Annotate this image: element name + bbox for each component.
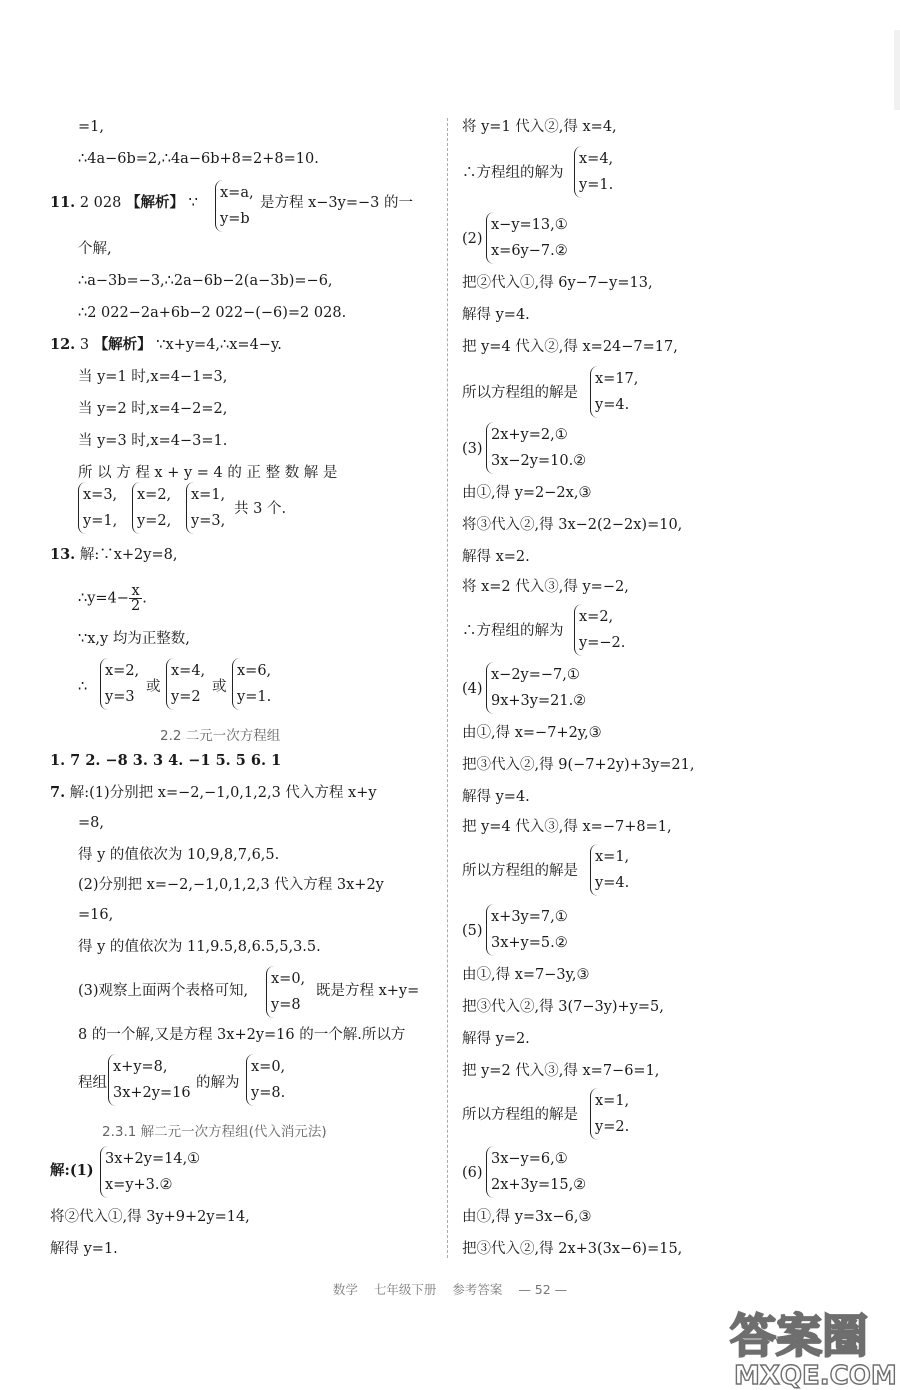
equation-system <box>132 482 171 534</box>
footer-grade: 七年级下册 <box>373 1282 437 1297</box>
equation-system <box>590 366 638 418</box>
equation: x=a, <box>220 185 254 201</box>
text-line: 把③代入②,得 9(−7+2y)+3y=21, <box>462 757 695 773</box>
part-label: (5) <box>462 923 483 939</box>
equation-system <box>486 904 568 956</box>
problem-number: 7. <box>50 784 66 801</box>
answer: 2 028 <box>79 195 122 211</box>
problem-7 <box>50 784 377 802</box>
text-line: 当 y=2 时,x=4−2=2, <box>78 401 228 417</box>
text-line: 把 y=4 代入③,得 x=−7+8=1, <box>462 819 672 835</box>
equation-system <box>486 422 586 474</box>
text-line: 由①,得 x=−7+2y,③ <box>462 725 602 741</box>
text-line: =8, <box>78 815 104 831</box>
text-line: (2)分别把 x=−2,−1,0,1,2,3 代入方程 3x+2y <box>78 877 384 893</box>
equation: y=4. <box>595 875 630 891</box>
text-line: 程组 <box>78 1075 107 1091</box>
equation: x=1, <box>595 1093 630 1109</box>
equation: x=6y−7.② <box>491 243 568 259</box>
denominator: 2 <box>130 598 141 614</box>
text: 解:∵x+2y=8, <box>79 547 178 563</box>
text: ∴y=4− <box>78 590 129 607</box>
text-line: 把②代入①,得 6y−7−y=13, <box>462 275 653 291</box>
equation: y=2. <box>595 1119 630 1135</box>
equation-system <box>186 482 225 534</box>
section-heading: 2.2 二元一次方程组 <box>160 728 281 744</box>
text-line: 解得 y=4. <box>462 789 530 805</box>
problem-12 <box>50 336 282 354</box>
text-line: 当 y=1 时,x=4−1=3, <box>78 369 228 385</box>
equation-system <box>246 1054 285 1106</box>
equation: x=2, <box>137 487 172 503</box>
text-line: 解得 y=4. <box>462 307 530 323</box>
text-line: ∴4a−6b=2,∴4a−6b+8=2+8=10. <box>78 151 319 167</box>
text-line: 8 的一个解,又是方程 3x+2y=16 的一个解.所以方 <box>78 1027 406 1043</box>
equation: 2x+y=2,① <box>491 427 568 443</box>
text-line: 所以方程组的解是 <box>462 863 578 879</box>
problem-number: 13. <box>50 546 76 563</box>
answer: 3 <box>79 337 90 353</box>
equation-system <box>78 482 117 534</box>
analysis-tag: 【解析】 <box>93 336 152 353</box>
answer-list: 1. 7 2. −8 3. 3 4. −1 5. 5 6. 1 <box>50 752 282 769</box>
text-line: ∴y=4− $\frac{x}{2}$ . <box>78 583 147 614</box>
text-line: 既是方程 x+y= <box>316 983 420 999</box>
text-line: ∵x,y 均为正整数, <box>78 631 190 647</box>
text-line: 的解为 <box>196 1075 240 1091</box>
text-line: 解得 x=2. <box>462 549 530 565</box>
equation: x=0, <box>271 971 306 987</box>
equation: 3x+2y=14,① <box>105 1151 201 1167</box>
equation-system <box>166 658 205 710</box>
page-number: — 52 — <box>518 1282 568 1297</box>
equation: x=1, <box>191 487 226 503</box>
equation-system <box>108 1054 191 1106</box>
equation: y=3 <box>105 689 135 705</box>
equation: y=b <box>220 211 250 227</box>
text-line: ∴ <box>78 679 88 695</box>
text-line: 或 <box>212 679 227 695</box>
watermark-top-text: 答案圈 <box>730 1309 868 1363</box>
footer-section: 参考答案 <box>452 1282 503 1297</box>
text-line: 把③代入②,得 2x+3(3x−6)=15, <box>462 1241 683 1257</box>
text-line: ∴2 022−2a+6b−2 022−(−6)=2 028. <box>78 305 347 321</box>
text-line: ∴a−3b=−3,∴2a−6b−2(a−3b)=−6, <box>78 273 333 289</box>
equation: y=1, <box>83 513 118 529</box>
text-line: ∴方程组的解为 <box>462 623 564 639</box>
part-label: (2) <box>462 231 483 247</box>
equation-system <box>486 212 568 264</box>
equation: 2x+3y=15,② <box>491 1177 587 1193</box>
text-line: 由①,得 x=7−3y,③ <box>462 967 590 983</box>
equation: x=17, <box>595 371 639 387</box>
equation-system <box>590 844 629 896</box>
part-label: (6) <box>462 1165 483 1181</box>
text-line: 把 y=4 代入②,得 x=24−7=17, <box>462 339 678 355</box>
part-label: (4) <box>462 681 483 697</box>
part-label: (3) <box>462 441 483 457</box>
equation: 3x+y=5.② <box>491 935 568 951</box>
fraction <box>129 584 142 613</box>
problem-13 <box>50 546 177 564</box>
text-line: 所以方程组的解是 <box>462 385 578 401</box>
text: 解:(1)分别把 x=−2,−1,0,1,2,3 代入方程 x+y <box>69 785 377 801</box>
equation: y=8 <box>271 997 301 1013</box>
problem-11 <box>50 194 198 212</box>
text-line: (3)观察上面两个表格可知, <box>78 983 249 999</box>
text-line: 将③代入②,得 3x−2(2−2x)=10, <box>462 517 683 533</box>
equation: 3x−2y=10.② <box>491 453 587 469</box>
text: ∵x+y=4,∴x=4−y. <box>156 337 282 353</box>
equation: x−2y=−7,① <box>491 667 580 683</box>
text-line: 解得 y=1. <box>50 1241 118 1257</box>
text-line: ∴方程组的解为 <box>462 165 564 181</box>
text-line: 得 y 的值依次为 11,9.5,8,6.5,5,3.5. <box>78 939 321 955</box>
text-line: 是方程 x−3y=−3 的一 <box>260 195 413 211</box>
equation-system <box>574 146 613 198</box>
numerator: x <box>129 584 142 599</box>
equation-system <box>486 1146 586 1198</box>
equation: x=6, <box>237 663 272 679</box>
equation: x=1, <box>595 849 630 865</box>
equation: x=y+3.② <box>105 1177 173 1193</box>
problem-number: 12. <box>50 336 76 353</box>
equation: y=−2. <box>579 635 626 651</box>
equation: x=4, <box>171 663 206 679</box>
watermark-bottom-text: MXQE.COM <box>734 1361 897 1390</box>
equation-system <box>215 180 254 232</box>
equation-system <box>100 658 139 710</box>
text-line: 个解, <box>78 241 112 257</box>
equation-system <box>574 604 625 656</box>
equation: y=2 <box>171 689 201 705</box>
text-line: 将②代入①,得 3y+9+2y=14, <box>50 1209 250 1225</box>
equation: x=2, <box>105 663 140 679</box>
text-line: 或 <box>146 679 161 695</box>
equation-system <box>232 658 271 710</box>
text-line: 解得 y=2. <box>462 1031 530 1047</box>
footer-subject: 数学 <box>332 1282 358 1297</box>
equation: x=0, <box>251 1059 286 1075</box>
text-line: =1, <box>78 119 104 135</box>
page-edge-mark <box>894 30 900 110</box>
equation-system <box>100 1146 200 1198</box>
equation-system <box>486 662 586 714</box>
text-line: 把③代入②,得 3(7−3y)+y=5, <box>462 999 664 1015</box>
column-divider <box>447 118 448 1258</box>
equation: y=3, <box>191 513 226 529</box>
text-line: 将 y=1 代入②,得 x=4, <box>462 119 617 135</box>
equation: y=1. <box>579 177 614 193</box>
section-heading: 2.3.1 解二元一次方程组(代入消元法) <box>102 1124 327 1140</box>
analysis-tag: 【解析】 <box>125 194 184 211</box>
equation: 3x−y=6,① <box>491 1151 568 1167</box>
text-line: 由①,得 y=2−2x,③ <box>462 485 592 501</box>
equation: 9x+3y=21.② <box>491 693 587 709</box>
equation: x+3y=7,① <box>491 909 568 925</box>
equation: y=2, <box>137 513 172 529</box>
text-line: 共 3 个. <box>234 501 287 517</box>
equation: y=1. <box>237 689 272 705</box>
watermark-logo <box>722 1296 900 1390</box>
text-line: 所 以 方 程 x + y = 4 的 正 整 数 解 是 <box>78 465 338 481</box>
equation: x=2, <box>579 609 614 625</box>
equation: x−y=13,① <box>491 217 568 233</box>
text-line: 把 y=2 代入③,得 x=7−6=1, <box>462 1063 660 1079</box>
solution-lead: 解:(1) <box>50 1162 94 1179</box>
text-line: 当 y=3 时,x=4−3=1. <box>78 433 228 449</box>
equation-system <box>590 1088 629 1140</box>
equation: x+y=8, <box>113 1059 168 1075</box>
equation: x=3, <box>83 487 118 503</box>
text-line: 由①,得 y=3x−6,③ <box>462 1209 592 1225</box>
text-line: 得 y 的值依次为 10,9,8,7,6,5. <box>78 847 280 863</box>
equation: x=4, <box>579 151 614 167</box>
text-line: 将 x=2 代入③,得 y=−2, <box>462 579 629 595</box>
equation: y=8. <box>251 1085 286 1101</box>
equation-system <box>266 966 305 1018</box>
problem-number: 11. <box>50 194 76 211</box>
equation: 3x+2y=16 <box>113 1085 191 1101</box>
equation: y=4. <box>595 397 630 413</box>
text-line: 所以方程组的解是 <box>462 1107 578 1123</box>
text-line: =16, <box>78 907 114 923</box>
text: ∵ <box>188 195 198 211</box>
